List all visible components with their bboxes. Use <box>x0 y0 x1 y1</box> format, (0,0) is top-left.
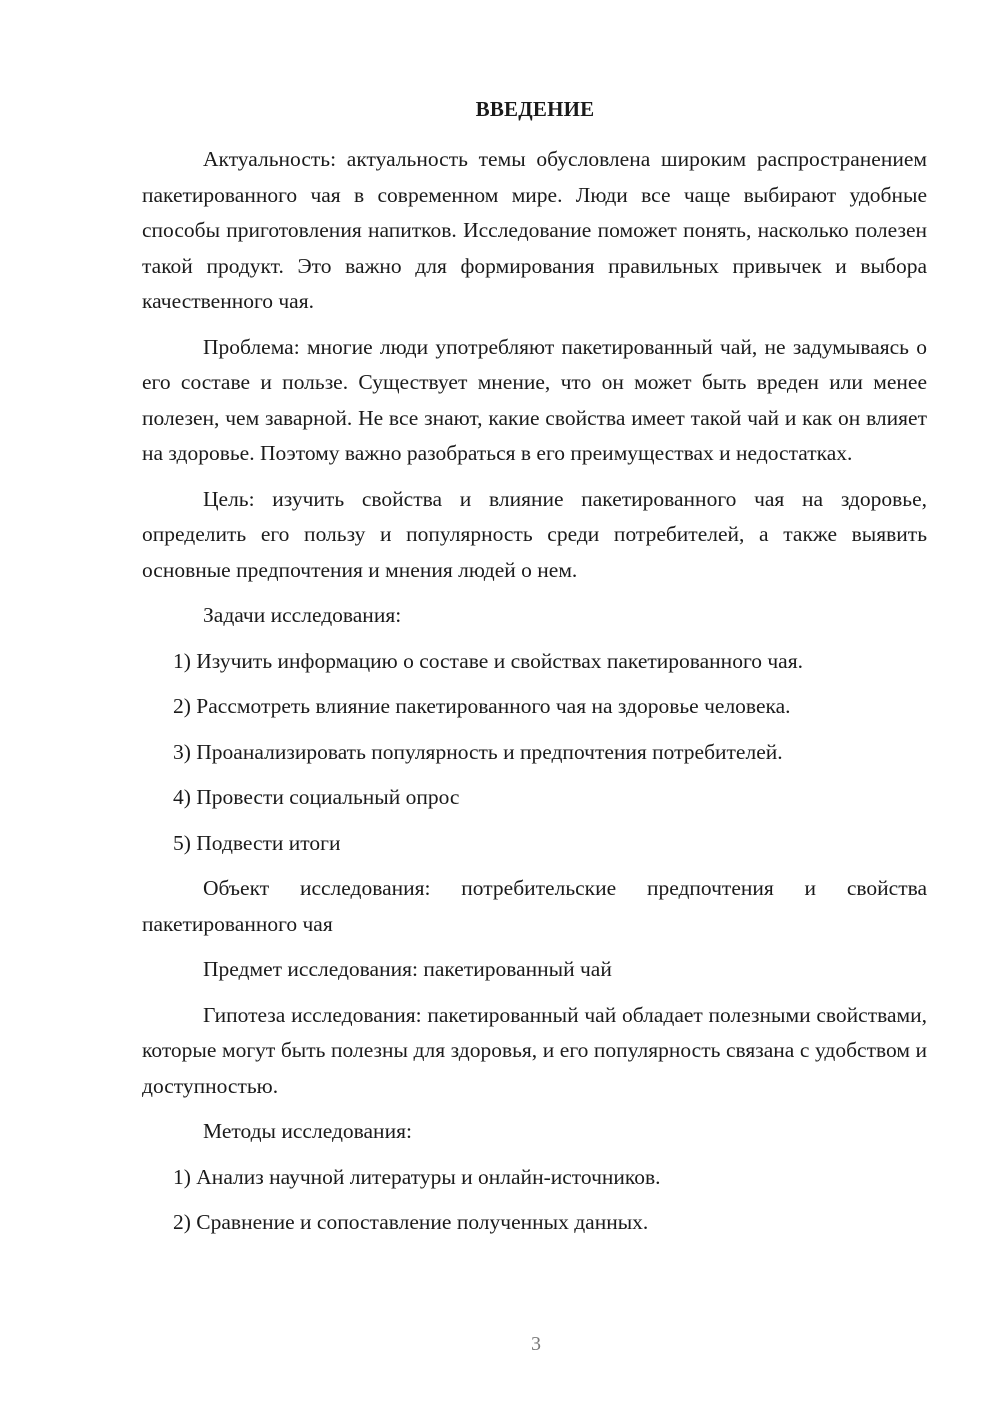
problem-paragraph: Проблема: многие люди употребляют пакетированный чай, не задумываясь о его составе и пользе. Существует мнение, что он может быть вреден или менее полезен, чем заварной. Не все знают, какие свойства имеет такой чай и как он влияет на здоровье. Поэтому важно разобраться в его преимуществах и недостатках. <box>142 334 927 465</box>
document-body <box>142 142 927 1251</box>
task-item-3: 3) Проанализировать популярность и предпочтения потребителей. <box>173 739 783 764</box>
method-item-2: 2) Сравнение и сопоставление полученных данных. <box>173 1210 649 1234</box>
goal-paragraph: Цель: изучить свойства и влияние пакетированного чая на здоровье, определить его пользу и популярность среди потребителей, а также выявить основные предпочтения и мнения людей о нем. <box>142 486 927 582</box>
task-item-4: 4) Провести социальный опрос <box>173 785 460 809</box>
relevance-paragraph: Актуальность: актуальность темы обусловлена широким распространением пакетированного чая в современном мире. Люди все чаще выбирают удобные способы приготовления напитков. Исследование поможет понять, насколько полезен такой продукт. Это важно для формирования правильных привычек и выбора качественного чая. <box>142 147 927 313</box>
tasks-heading: Задачи исследования: <box>203 603 402 627</box>
page-number: 3 <box>531 1333 541 1355</box>
object-paragraph: Объект исследования: потребительские предпочтения и свойства пакетированного чая <box>142 876 927 936</box>
hypothesis-paragraph: Гипотеза исследования: пакетированный чай обладает полезными свойствами, которые могут быть полезны для здоровья, и его популярность связана с удобством и доступностью. <box>142 1002 927 1098</box>
methods-heading: Методы исследования: <box>203 1119 412 1143</box>
task-item-5: 5) Подвести итоги <box>173 830 341 855</box>
method-item-1: 1) Анализ научной литературы и онлайн-источников. <box>173 1164 661 1189</box>
section-title: ВВЕДЕНИЕ <box>475 97 595 121</box>
subject-line: Предмет исследования: пакетированный чай <box>203 957 612 981</box>
task-item-1: 1) Изучить информацию о составе и свойствах пакетированного чая. <box>173 648 803 673</box>
task-item-2: 2) Рассмотреть влияние пакетированного чая на здоровье человека. <box>173 694 791 718</box>
